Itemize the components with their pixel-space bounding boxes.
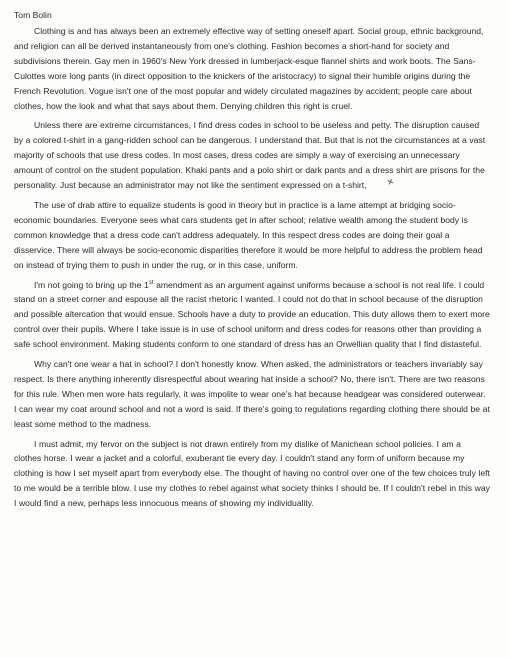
paragraph-4 bbox=[14, 278, 490, 353]
paragraph-6: I must admit, my fervor on the subject is not drawn entirely from my dislike of Manichean school policies. I am a clothes horse. I wear a jacket and a colorful, exuberant tie every day. I couldn't stand any form of uniform because my clothing is how I set myself apart from everybody else. The thought of having no control over one of the few choices truly left to me would be a terrible blow. I use my clothes to rebel against what society thinks I should be. If I couldn't rebel in this way I would find a new, perhaps less innocuous means of showing my individuality. bbox=[14, 438, 490, 509]
handwritten-mark: ✕ bbox=[385, 176, 395, 188]
ordinal-superscript: st bbox=[148, 279, 154, 286]
paragraph-3: The use of drab attire to equalize students is good in theory but in practice is a lame attempt at bridging socio-economic boundaries. Everyone sees what cars students get in after school; relative wealth among the student body is common knowledge that a dress code can't address adequately. In this respect dress codes are doing their goal a disservice. There will always be socio-economic disparities therefore it would be more helpful to address the problem head on instead of trying them to push in under the rug, or in this case, uniform. bbox=[14, 199, 483, 270]
paragraph-2 bbox=[14, 118, 490, 193]
author-name: Tom Bolin bbox=[14, 10, 52, 20]
paragraph-1: Clothing is and has always been an extremely effective way of setting oneself apart. Social group, ethnic background, and religion can all be derived instantaneously from one's clothing. Fashion becomes a short-hand for society and subdivisions therein. Gay men in 1960's New York dressed in lumberjack-esque flannel shirts and work boots. The Sans-Culottes wore long pants (in direct opposition to the knickers of the aristocracy) to signal their humble origins during the French Revolution. Vogue isn't one of the most popular and widely circulated magazines by accident; people care about clothes, how the look and what that says about them. Denying children this right is cruel. bbox=[14, 26, 484, 111]
paragraph-2-text: Unless there are extreme circumstances, I find dress codes in school to be useless and petty. The disruption caused by a colored t-shirt in a gang-ridden school can be dangerous. I understand that. But that is not the circumstances at a vast majority of schools that use dress codes. In most cases, dress codes are simply a way of exercising an unnecessary amount of control on the student population. Khaki pants and a polo shirt or dark pants and a dress shirt are prisons for the personality. Just because an administrator may not like the sentiment expressed on a t-shirt, bbox=[14, 120, 486, 191]
paragraph-4-text: amendment as an argument against uniforms because a school is not real life. I could stand on a street corner and espouse all the racist rhetoric I wanted. I could not do that in school because of the disruption and possible altercation that would ensue. Schools have a duty to provide an education. This duty allows them to exert more control over their pupils. Where I take issue is in use of school uniform and dress codes for reasons other than providing a safe school environment. Making students conform to one standard of dress has an Orwellian quality that I find distasteful. bbox=[14, 279, 490, 350]
paragraph-5: Why can't one wear a hat in school? I don't honestly know. When asked, the administrators or teachers invariably say respect. Is there anything inherently disrespectful about wearing hat inside a school? No, there isn't. There are two reasons for this rule. When men wore hats regularly, it was impolite to wear one's hat because headgear was considered outerwear. I can wear my coat around school and not a word is said. If there's going to regulations regarding clothing there should be at least some method to the madness. bbox=[14, 359, 490, 429]
paragraph-4-lead: I'm not going to bring up the 1 bbox=[34, 279, 149, 290]
